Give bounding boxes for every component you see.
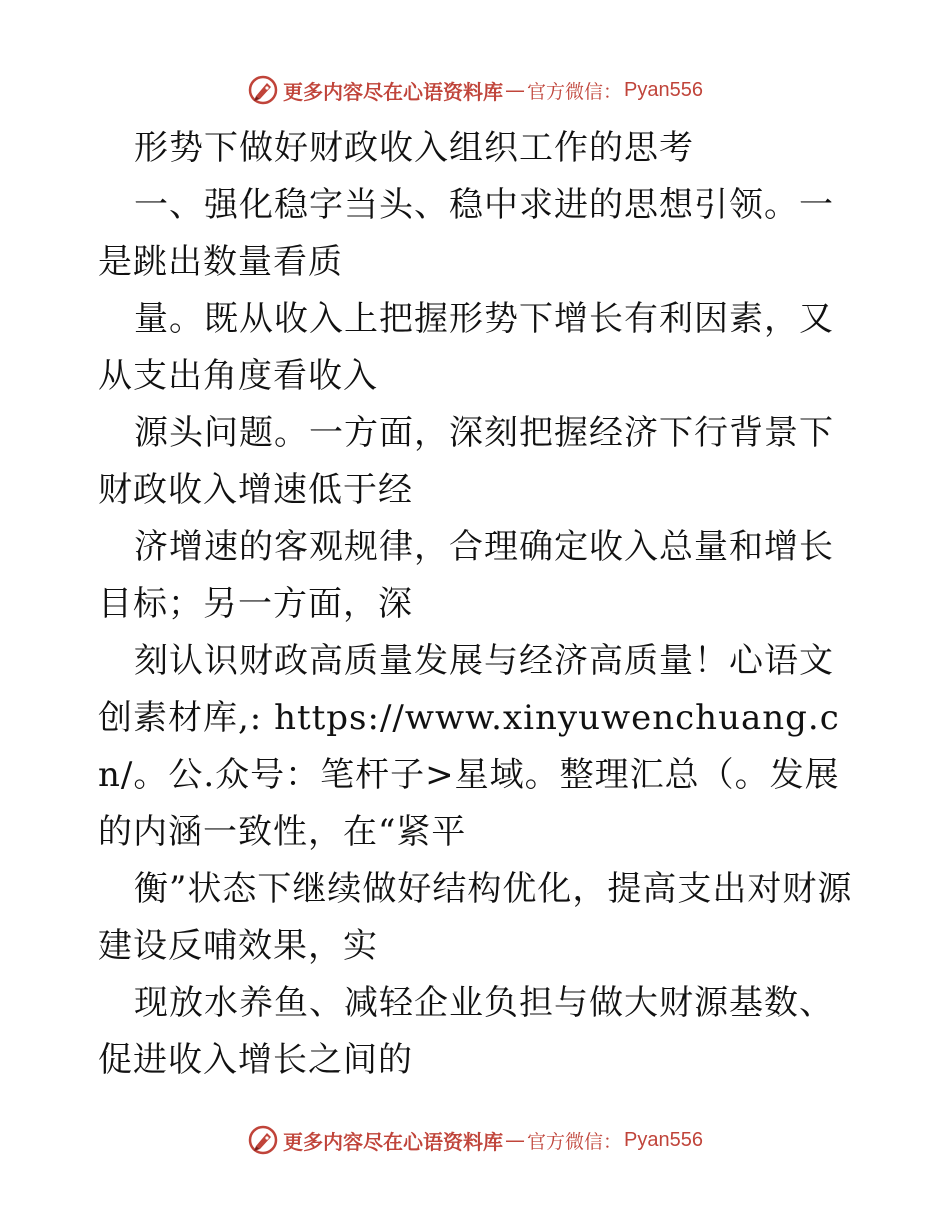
- banner-brand-text: 更多内容尽在心语资料库: [283, 79, 503, 104]
- banner-dash: —: [505, 78, 525, 102]
- paragraph-line-7: 现放水养鱼、减轻企业负担与做大财源基数、促进收入增长之间的: [98, 983, 834, 1080]
- banner-brand-text: 更多内容尽在心语资料库: [283, 1129, 503, 1154]
- paragraph-line-5: 刻认识财政高质量发展与经济高质量！心语文创素材库,: https://www.xinyuwenchuang.cn/。公.众号：笔杆子>星域。整理汇总（。发展的内涵一致性，在“紧平: [98, 641, 840, 852]
- document-body: [98, 120, 858, 1089]
- header-watermark-banner: [0, 70, 950, 110]
- document-title: 形势下做好财政收入组织工作的思考: [134, 128, 694, 168]
- paragraph-line-3: 源头问题。一方面，深刻把握经济下行背景下财政收入增速低于经: [98, 413, 834, 510]
- paragraph-line-4: 济增速的客观规律，合理确定收入总量和增长目标；另一方面，深: [98, 527, 834, 624]
- paragraph-line-1: 一、强化稳字当头、稳中求进的思想引领。一是跳出数量看质: [98, 185, 834, 282]
- banner-wechat-id: Pyan556: [624, 78, 703, 101]
- banner-dash: —: [505, 1128, 525, 1152]
- pen-nib-logo-icon: [247, 1124, 279, 1156]
- banner-official-label: 官方微信：: [527, 1130, 623, 1153]
- paragraph-line-2: 量。既从收入上把握形势下增长有利因素，又从支出角度看收入: [98, 299, 834, 396]
- banner-official-label: 官方微信：: [527, 80, 623, 103]
- footer-watermark-banner: [0, 1120, 950, 1160]
- paragraph-line-6: 衡”状态下继续做好结构优化，提高支出对财源建设反哺效果，实: [98, 869, 853, 966]
- pen-nib-logo-icon: [247, 74, 279, 106]
- banner-wechat-id: Pyan556: [624, 1128, 703, 1151]
